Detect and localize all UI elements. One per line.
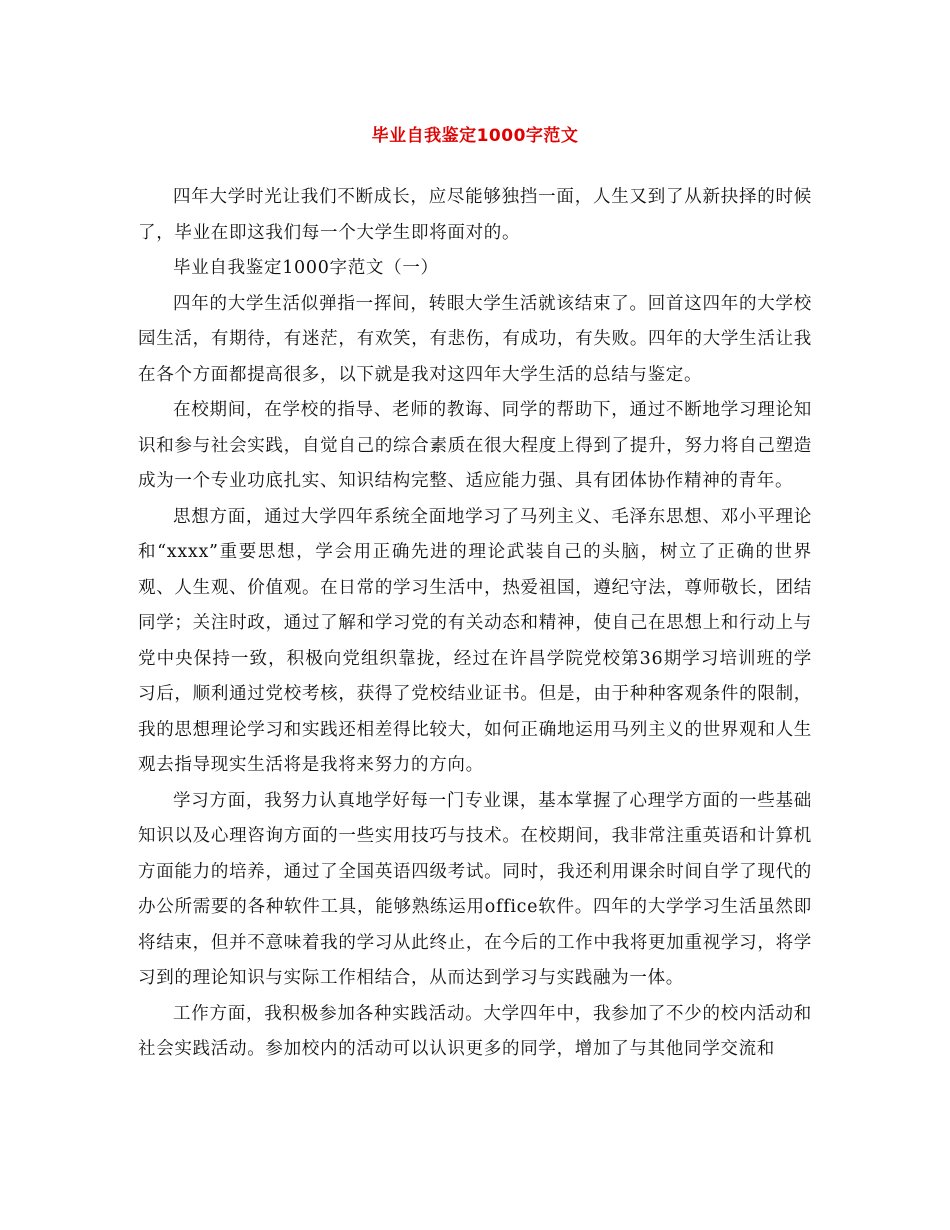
paragraph-overview: 四年的大学生活似弹指一挥间，转眼大学生活就该结束了。回首这四年的大学校园生活，有期待，有迷茫，有欢笑，有悲伤，有成功，有失败。四年的大学生活让我在各个方面都提高很多，以下就是我对这四年大学生活的总结与鉴定。	[138, 293, 812, 385]
document-title: 毕业自我鉴定1000字范文	[371, 126, 579, 146]
paragraph-school-period: 在校期间，在学校的指导、老师的教诲、同学的帮助下，通过不断地学习理论知识和参与社会实践，自觉自己的综合素质在很大程度上得到了提升，努力将自己塑造成为一个专业功底扎实、知识结构完整、适应能力强、具有团体协作精神的青年。	[138, 400, 812, 491]
document-body	[138, 180, 812, 1068]
paragraph-intro: 四年大学时光让我们不断成长，应尽能够独挡一面，人生又到了从新抉择的时候了，毕业在即这我们每一个大学生即将面对的。	[138, 187, 812, 243]
paragraph-study: 学习方面，我努力认真地学好每一门专业课，基本掌握了心理学方面的一些基础知识以及心理咨询方面的一些实用技巧与技术。在校期间，我非常注重英语和计算机方面能力的培养，通过了全国英语四级考试。同时，我还利用课余时间自学了现代的办公所需要的各种软件工具，能够熟练运用office软件。四年的大学学习生活虽然即将结束，但并不意味着我的学习从此终止，在今后的工作中我将更加重视学习，将学习到的理论知识与实际工作相结合，从而达到学习与实践融为一体。	[138, 790, 812, 988]
paragraph-work: 工作方面，我积极参加各种实践活动。大学四年中，我参加了不少的校内活动和社会实践活动。参加校内的活动可以认识更多的同学，增加了与其他同学交流和	[138, 1003, 812, 1059]
paragraph-ideology: 思想方面，通过大学四年系统全面地学习了马列主义、毛泽东思想、邓小平理论和“xxxx”重要思想，学会用正确先进的理论武装自己的头脑，树立了正确的世界观、人生观、价值观。在日常的学习生活中，热爱祖国，遵纪守法，尊师敬长，团结同学；关注时政，通过了解和学习党的有关动态和精神，使自己在思想上和行动上与党中央保持一致，积极向党组织靠拢，经过在许昌学院党校第36期学习培训班的学习后，顺利通过党校考核，获得了党校结业证书。但是，由于种种客观条件的限制，我的思想理论学习和实践还相差得比较大，如何正确地运用马列主义的世界观和人生观去指导现实生活将是我将来努力的方向。	[138, 506, 812, 775]
paragraph-section-heading: 毕业自我鉴定1000字范文（一）	[173, 258, 439, 278]
